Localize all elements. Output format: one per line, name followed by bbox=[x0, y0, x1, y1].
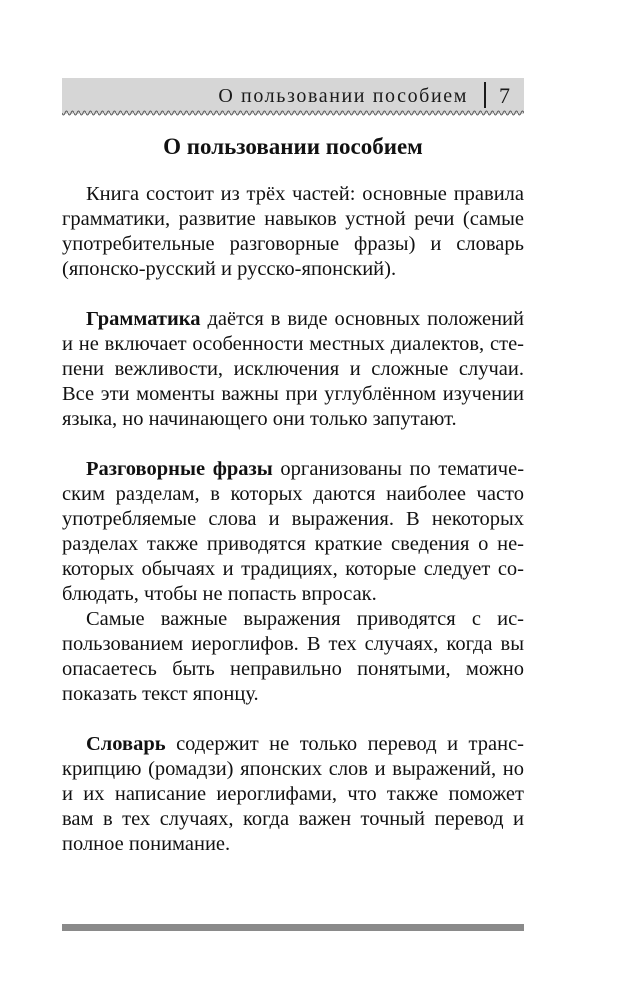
paragraph-lead-term: Словарь bbox=[86, 733, 166, 755]
paragraph-lead-term: Разговорные фразы bbox=[86, 458, 273, 480]
paragraph-grammar bbox=[62, 307, 524, 432]
running-header-separator bbox=[484, 82, 486, 108]
paragraph-intro bbox=[62, 182, 524, 282]
page-title: О пользовании пособием bbox=[163, 134, 423, 159]
paragraph-text: организованы по тематическим разделам, в которых даются наиболее часто употребляемые слова и выражения. В некоторых разделах также приводятся краткие сведения о некоторых обычаях и традициях, которые следует соблюдать, чтобы не попасть впросак. bbox=[62, 458, 525, 605]
paragraph-dictionary bbox=[62, 732, 524, 857]
paragraph-lead-term: Грамматика bbox=[86, 308, 201, 330]
paragraph-text: даётся в виде основных положений и не включает особенности местных диалектов, степени вежливости, исключения и сложные случаи. Все эти моменты важны при углублённом изучении языка, но начинающего они только запутают. bbox=[62, 308, 524, 430]
body-text bbox=[62, 182, 524, 857]
paragraph-text: Самые важные выражения приводятся с использованием иероглифов. В тех случаях, когда вы опасаетесь быть неправильно понятыми, можно показать текст японцу. bbox=[62, 608, 524, 705]
paragraph-hieroglyphs bbox=[62, 607, 524, 707]
paragraph-text: Книга состоит из трёх частей: основные правила грамматики, развитие навыков устной речи (самые употребительные разговорные фразы) и словарь (японско-русский и русско-японский). bbox=[62, 183, 524, 280]
decorative-wave-border bbox=[62, 110, 524, 120]
page-number: 7 bbox=[499, 83, 510, 108]
running-header-title: О пользовании пособием bbox=[218, 85, 468, 107]
paragraph-text: содержит не только перевод и транскрипцию (ромадзи) японских слов и выражений, но и их написание иероглифами, что также поможет вам в тех случаях, когда важен точный перевод и полное понимание. bbox=[62, 733, 524, 855]
paragraph-phrases bbox=[62, 457, 524, 607]
footer-rule bbox=[62, 924, 524, 931]
running-header bbox=[62, 78, 524, 114]
